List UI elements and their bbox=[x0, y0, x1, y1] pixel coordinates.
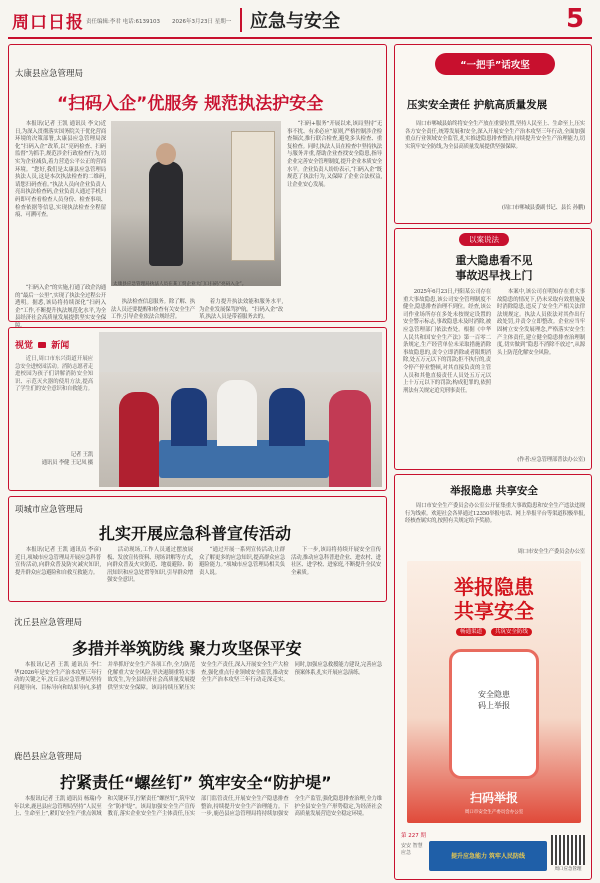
article-headline: 多措并举筑防线 聚力攻坚保平安 bbox=[72, 639, 302, 658]
article-subhead: 项城市应急管理局 bbox=[15, 505, 84, 515]
article-headline: “扫码入企”优服务 规范执法护安全 bbox=[57, 94, 324, 114]
article-body-b: 活动现场,工作人员通过摆放展板、发放宣传资料、现场讲解等方式,向群众普及火灾防范、地震避险、防汛知识和应急处置等知识,引导群众增强安全意识。 bbox=[107, 547, 193, 584]
poster-qr-caption: 安全隐患 码上举报 bbox=[478, 690, 510, 710]
article-headline: 扎实开展应急科普宣传活动 bbox=[99, 524, 292, 543]
article-body-mid: “扫码+服务”开展以来,该局坚持“无事不扰、有求必应”原则,严格控制涉企检查频次,推行联合检查,避免多头检查、重复检查。同时,执法人员在检查中坚持执法与服务并重,帮助企业查找安全隐患,指导企业完善安全管理制度,提升企业本质安全水平。企业负责人纷纷表示,“扫码入企”既规范了执法行为,又保障了企业合法权益,让企业安心发展。 bbox=[287, 121, 382, 188]
article-body-bottom-a: 执法检查信息服务。除了解、执法人员还要提醒和检查有关安全生产工作,引导企业依法合规经营。 bbox=[111, 299, 195, 321]
side-case-tag: 以案说法 bbox=[459, 233, 509, 246]
side-report-credit: 周口市安全生产委员会办公室 bbox=[517, 549, 585, 555]
poster-subtitle bbox=[407, 627, 581, 635]
section-divider bbox=[240, 8, 242, 32]
photo-child-3 bbox=[269, 388, 305, 446]
side-banner bbox=[435, 53, 555, 75]
section-title: 应急与安全 bbox=[250, 11, 340, 32]
side-report-headline: 举报隐患 共享安全 bbox=[450, 485, 538, 497]
footer-ad bbox=[401, 831, 587, 875]
ad-side-text: 安安 智慧 应急 bbox=[401, 843, 423, 856]
article-body-a: 本报讯(记者 王凯 通讯员 李彦)近日,项城市应急管理局开展应急科普宣传活动,向群众普及防灾减灾知识,提升群众应急避险和自救互救能力。 bbox=[15, 547, 101, 576]
article-body: 本报讯(记者 王凯 通讯员 李仁华)2026年是安全生产治本攻坚三年行动的关键之年,沈丘县应急管理局坚持问题导向、目标导向和结果导向,多措并举抓好安全生产各项工作,全力防范化解重大安全风险,坚决遏制重特大事故发生,为全县经济社会高质量发展提供坚实安全保障。该局持续压紧压实安全生产责任,深入开展安全生产大检查,强化重点行业领域安全监管,推动安全生产治本攻坚三年行动走深走实。同时,加强应急救援能力建设,完善应急预案体系,扎实开展应急演练。 bbox=[14, 662, 382, 691]
masthead bbox=[0, 0, 600, 40]
ad-qr-caption: 周口应急管理 bbox=[554, 867, 582, 872]
side-report-body: 周口市安全生产委员会办公室公开征集重大事故隐患和安全生产违法违规行为线索。欢迎社会各界通过12350举报电话、网上举报平台等渠道积极举报,经核查属实的,按照有关规定给予奖励。 bbox=[405, 503, 585, 525]
article-body-left: 本报讯(记者 王凯 通讯员 李文)近日,为深入贯彻落实国务院关于优化营商环境的决策部署,太康县应急管理局深化“扫码入企”改革,以“亮码检查、扫码监督”为抓手,规范涉企行政检查行为,切实为企业减负,着力营造公平公正的营商环境。“您好,我们是太康县应急管理局执法人员,这是本次执法检查的二维码,请您扫码查看。”执法人员向企业负责人亮出执法检查码,企业负责人通过手机扫码即可查看检查人员身份、检查事项、检查依据等信息,实现执法检查全程留痕、可溯可查。 bbox=[15, 121, 106, 219]
report-poster bbox=[407, 561, 581, 823]
photo-child-2 bbox=[171, 388, 207, 446]
article-subhead: 鹿邑县应急管理局 bbox=[14, 752, 83, 762]
poster-subtitle-2: 共筑安全防线 bbox=[491, 628, 532, 636]
article-body-right: “扫码入企”的实施,打通了政企沟通的“最后一公里”,实现了执法全过程公开透明。据悉,该局将持续深化“扫码入企”工作,不断提升执法规范化水平,为全县经济社会高质量发展提供坚实安全保障。 bbox=[15, 285, 106, 329]
article-shenqiu bbox=[8, 606, 387, 738]
article-subhead: 太康县应急管理局 bbox=[15, 69, 84, 79]
photo-news-tag-a: 视觉 bbox=[15, 341, 34, 351]
photo-news-body: 近日,周口市东兴街道开展应急安全进校园活动。消防志愿者走进校园为孩子们讲解消防安全知识、示范灭火器的使用方法,提高了学生们的安全意识和自救能力。 bbox=[15, 356, 93, 393]
poster-title: 举报隐患 共享安全 bbox=[454, 575, 534, 623]
side-credit: (周口市郸城县委副书记、县长 孙鹏) bbox=[501, 205, 585, 211]
photo-board bbox=[231, 131, 275, 261]
side-leader-column bbox=[394, 44, 592, 224]
side-case-body-right: 本案中,该公司在明知存在重大事故隐患的情况下,仍未采取有效措施及时消除隐患,违反了安全生产相关法律法规规定。执法人员依法对其作出行政处罚,并责令立即整改。企业应当牢固树立安全发展理念,严格落实安全生产主体责任,建立健全隐患排查治理制度,切实做到“隐患不消除不放过”,从源头上防范化解安全风险。 bbox=[497, 289, 585, 356]
photo-news-tag bbox=[15, 338, 69, 351]
photo-adult bbox=[217, 380, 257, 446]
photo-news-tag-b: 新闻 bbox=[51, 341, 70, 351]
photo-child-4 bbox=[329, 390, 371, 487]
article-body-d: 下一步,该局将持续开展安全宣传活动,推动应急科普进企业、进农村、进社区、进学校、进家庭,不断提升全民安全素质。 bbox=[291, 547, 381, 576]
side-body: 周口市郸城县始终将安全生产放在重要位置,坚持人民至上、生命至上,压实各方安全责任,统筹发展和安全,深入开展安全生产治本攻坚三年行动,全面加强重点行业领域安全监管,扎实推进隐患排查整治,持续提升安全生产治理能力,切实筑牢安全防线,为全县高质量发展提供坚强保障。 bbox=[405, 121, 585, 150]
poster-footer: 扫码举报 bbox=[469, 791, 518, 805]
camera-icon bbox=[38, 342, 46, 348]
photo-person-head bbox=[156, 143, 176, 165]
article-luyi bbox=[8, 742, 387, 880]
side-case-credit: (作者:应急管理部普法办公室) bbox=[517, 457, 585, 463]
photo-caption: 太康县应急管理局执法人员在某工贸企业大门口扫码“亮码入企”。 bbox=[113, 282, 247, 287]
article-subhead: 沈丘县应急管理局 bbox=[14, 618, 83, 628]
newspaper-logo: 周口日报 bbox=[12, 13, 84, 33]
poster-phone-shape bbox=[449, 649, 539, 779]
article-body-bottom-b: 着力提升执法效能和服务水平,为企业发展保驾护航。“扫码入企”改革,执法人员是带着服务去的。 bbox=[199, 299, 283, 321]
side-case-headline: 重大隐患看不见 事故迟早找上门 bbox=[455, 254, 533, 282]
issue-date: 2026年3月23日 星期一 bbox=[172, 19, 232, 25]
photo-building bbox=[99, 332, 382, 372]
side-headline: 压实安全责任 护航高质量发展 bbox=[407, 99, 548, 111]
page-number: 5 bbox=[566, 4, 585, 34]
article-headline: 拧紧责任“螺丝钉” 筑牢安全“防护堤” bbox=[60, 773, 332, 792]
photo-person-figure bbox=[149, 161, 183, 266]
photo-inspection bbox=[111, 121, 281, 286]
right-column bbox=[394, 44, 592, 880]
article-xiangcheng bbox=[8, 496, 387, 602]
side-banner-text: “一把手”话攻坚 bbox=[460, 60, 530, 71]
poster-small: 周口市安全生产委员会办公室 bbox=[464, 810, 524, 815]
photo-students bbox=[99, 332, 382, 487]
photo-child-1 bbox=[119, 392, 159, 487]
ad-banner-text: 提升应急能力 筑牢人民防线 bbox=[450, 853, 526, 860]
masthead-rule bbox=[8, 37, 592, 39]
side-case-law bbox=[394, 228, 592, 470]
article-body-c: “通过开展一系列宣传活动,让群众了解更多的应急知识,提高群众应急避险能力。”项城市应急管理局相关负责人说。 bbox=[199, 547, 285, 576]
ad-qr-code bbox=[551, 835, 585, 865]
photo-news bbox=[8, 327, 387, 491]
article-taikang bbox=[8, 44, 387, 329]
ad-banner bbox=[429, 841, 547, 871]
editor-info: 责任编辑:李君 电话:6139103 bbox=[86, 19, 160, 25]
side-report bbox=[394, 474, 592, 880]
photo-news-credit: 记者 王凯 通讯员 李健 王记凤 摄 bbox=[41, 452, 93, 466]
poster-subtitle-1: 畅通渠道 bbox=[456, 628, 486, 636]
ad-issue-number: 第 227 期 bbox=[401, 833, 426, 839]
side-case-body-left: 2025年6月23日,丹阳某公司存在重大事故隐患,该公司安全管理制度不健全,隐患排查治理不到位。经查,该公司作业场所存在多处未按规定设置的安全警示标志,事故隐患未及时消除,被应急管理部门依法查处。根据《中华人民共和国安全生产法》第一百零二条规定,生产经营单位未采取措施消除事故隐患的,责令立即消除或者限期消除,处五万元以下的罚款;拒不执行的,责令停产停业整顿,对其直接负责的主管人员和其他直接责任人员处五万元以上十万元以下的罚款;构成犯罪的,依照刑法有关规定追究刑事责任。 bbox=[403, 289, 491, 394]
article-body: 本报讯(记者 王凯 通讯员 杨瑞)今年以来,鹿邑县应急管理局坚持“人民至上、生命至上”,紧盯安全生产重点领域和关键环节,拧紧责任“螺丝钉”,筑牢安全“防护堤”。该局加强安全生产宣传教育,落实企业安全生产主体责任,压实部门监管责任,开展安全生产隐患排查整治,持续提升安全生产治理能力。下一步,鹿邑县应急管理局将持续加强安全生产监管,强化隐患排查治理,全力维护全县安全生产形势稳定,为经济社会高质量发展营造安全稳定环境。 bbox=[14, 796, 382, 818]
